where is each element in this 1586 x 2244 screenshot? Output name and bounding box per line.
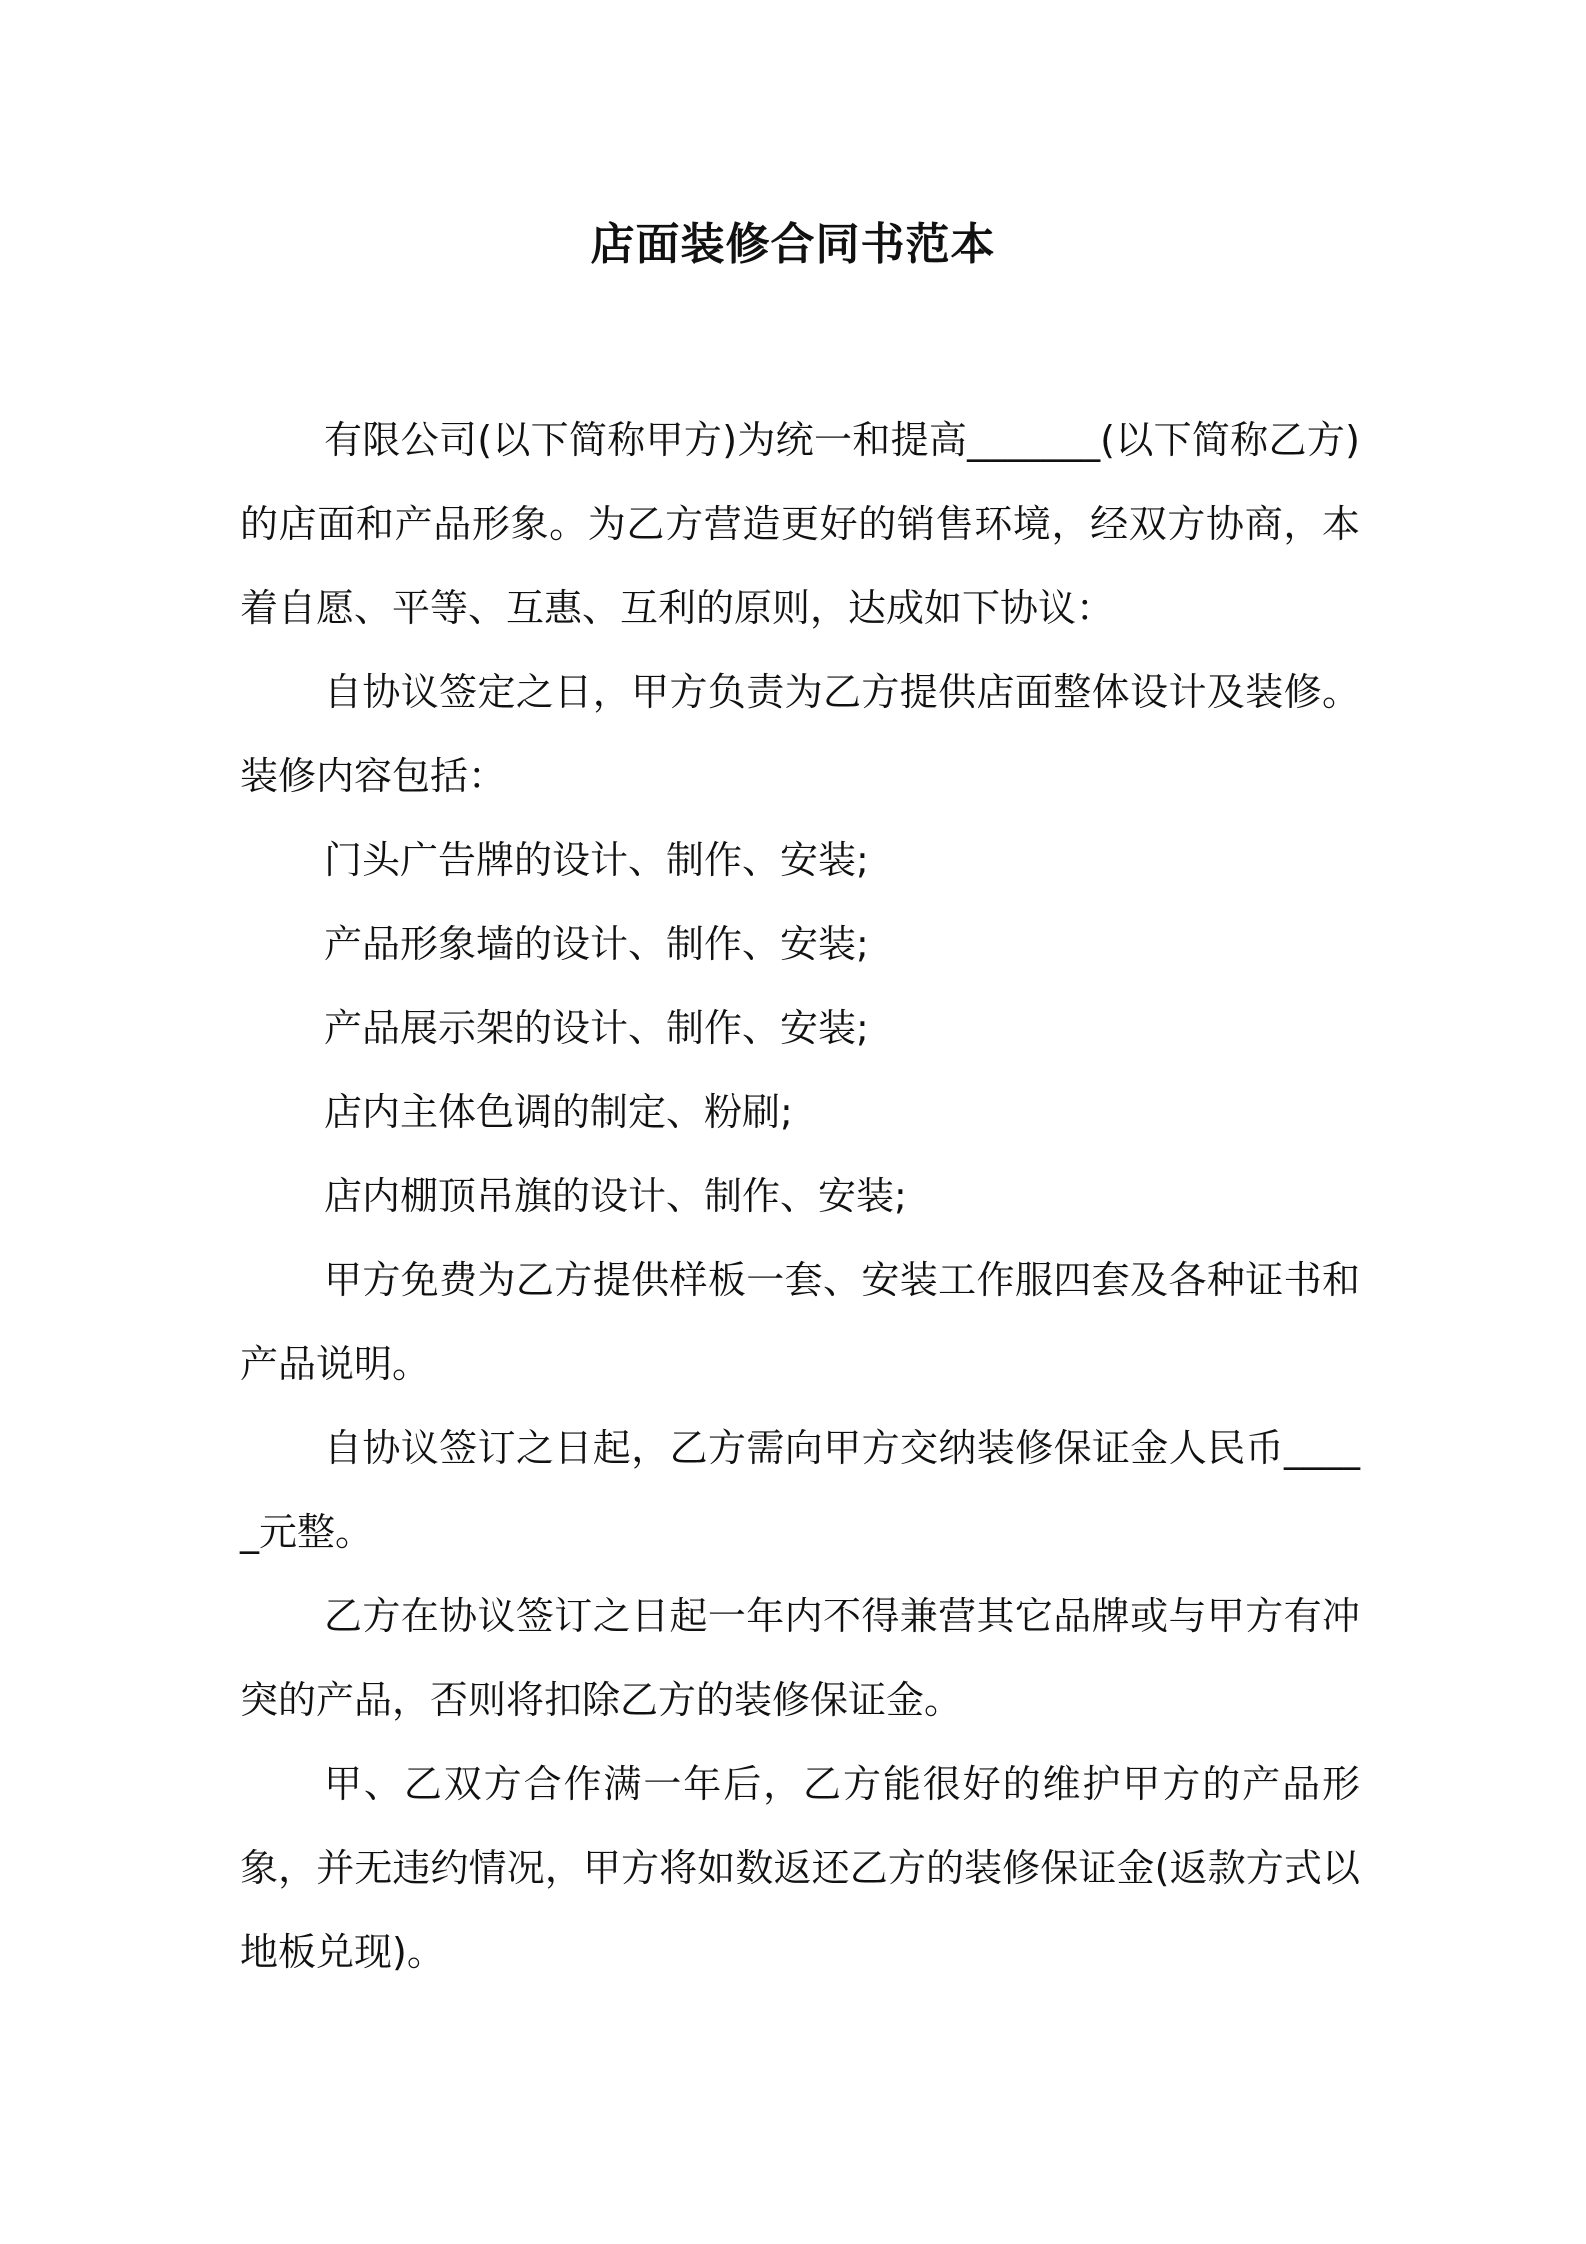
paragraph-refund: 甲、乙双方合作满一年后，乙方能很好的维护甲方的产品形象，并无违约情况，甲方将如数返还乙方的装修保证金(返款方式以地板兑现)。 [240,1762,1360,1974]
list-item: 产品展示架的设计、制作、安装; [324,1006,869,1050]
list-item: 产品形象墙的设计、制作、安装; [324,922,869,966]
list-item: 店内棚顶吊旗的设计、制作、安装; [324,1174,907,1218]
paragraph-samples: 甲方免费为乙方提供样板一套、安装工作服四套及各种证书和产品说明。 [240,1258,1360,1386]
document-title: 店面装修合同书范本 [590,219,996,270]
paragraph-scope: 自协议签定之日，甲方负责为乙方提供店面整体设计及装修。装修内容包括： [240,670,1360,798]
list-item: 门头广告牌的设计、制作、安装; [324,838,869,882]
list-item: 店内主体色调的制定、粉刷; [324,1090,793,1134]
document-body [240,398,1360,1994]
paragraph-deposit: 自协议签订之日起，乙方需向甲方交纳装修保证金人民币_____元整。 [240,1426,1360,1554]
paragraph-intro: 有限公司(以下简称甲方)为统一和提高_______(以下简称乙方)的店面和产品形象。为乙方营造更好的销售环境，经双方协商，本着自愿、平等、互惠、互利的原则，达成如下协议： [240,418,1360,630]
paragraph-exclusivity: 乙方在协议签订之日起一年内不得兼营其它品牌或与甲方有冲突的产品，否则将扣除乙方的装修保证金。 [240,1594,1360,1722]
